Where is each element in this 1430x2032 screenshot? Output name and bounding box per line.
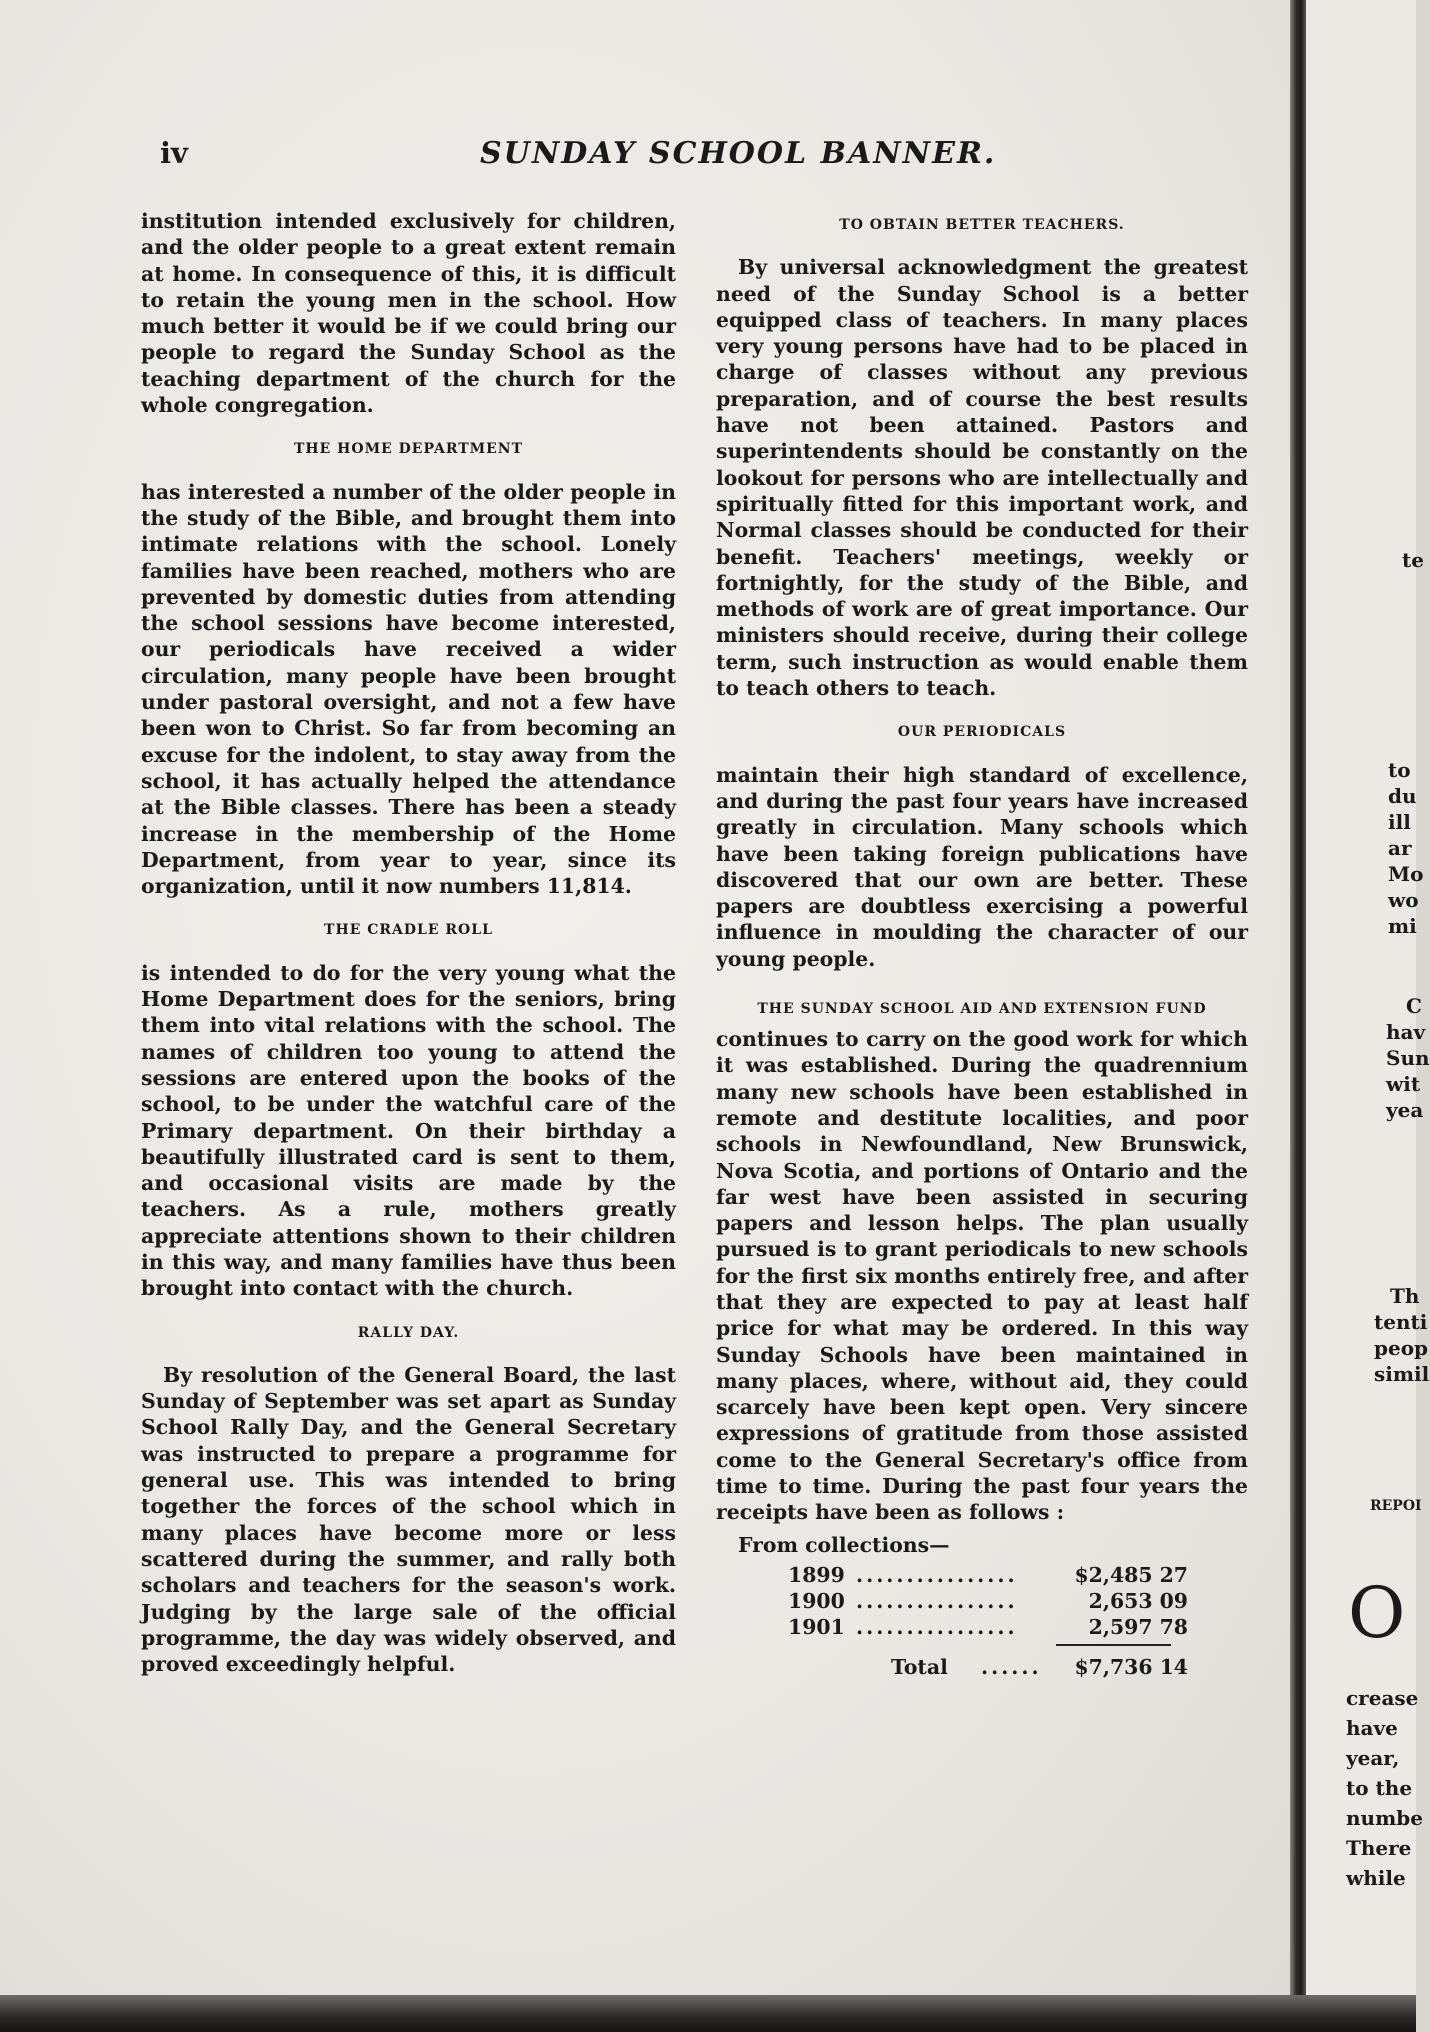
table-row bbox=[716, 1614, 1248, 1640]
receipts-table bbox=[716, 1562, 1248, 1684]
fragment: wo bbox=[1388, 888, 1419, 912]
table-row bbox=[716, 1562, 1248, 1588]
paragraph-better-teachers: By universal acknowledgment the greatest need of the Sunday School is a better equipped class of teachers. In many places very young persons have had to be placed in charge of classes without any previous preparation, and of course the best results have not been attained. Pastors and superintendents should be constantly on the lookout for persons who are intellectually and spiritually fitted for this important work, and Normal classes should be conducted for their benefit. Teachers' meetings, weekly or fortnightly, for the study of the Bible, and methods of work are of great importance. Our ministers should receive, during their college term, such instruction as would enable them to teach others to teach. bbox=[716, 255, 1248, 701]
heading-home-department: THE HOME DEPARTMENT bbox=[293, 441, 524, 458]
adjacent-page bbox=[1306, 0, 1430, 1995]
heading-rally-day: RALLY DAY. bbox=[357, 1324, 460, 1341]
paragraph-periodicals: maintain their high standard of excellence, and during the past four years have increased greatly in circulation. Many schools which have been taking foreign publications have discovered that our own are better. These papers are doubtless exercising a powerful influence in moulding the character of our young people. bbox=[716, 762, 1248, 971]
fragment: hav bbox=[1386, 1020, 1426, 1044]
fragment: Mo bbox=[1388, 862, 1424, 886]
fragment: C bbox=[1406, 994, 1422, 1018]
page-bottom-edge bbox=[0, 1995, 1416, 2032]
leader-dots: ................ bbox=[856, 1562, 1018, 1587]
paragraph-aid-extension-fund: continues to carry on the good work for which it was established. During the quadrennium many new schools have been established in remote and destitute localities, and poor schools in Newfoundland, New Brunswick, Nova Scotia, and portions of Ontario and the far west have been assisted in securing papers and lesson helps. The plan usually pursued is to grant periodicals to new schools for the first six months entirely free, and after that they are expected to pay at least half price for what may be ordered. In this way Sunday Schools have been maintained in many places, where, without aid, they could scarcely have been kept open. Very sincere expressions of gratitude from those assisted come to the General Secretary's office from time to time. During the past four years the receipts have been as follows : bbox=[716, 1027, 1248, 1525]
total-amount: $7,736 14 bbox=[1074, 1654, 1188, 1679]
fragment: simil bbox=[1374, 1362, 1430, 1386]
paragraph-cradle-roll: is intended to do for the very young what the Home Department does for the seniors, bring them into vital relations with the school. The names of children too young to attend the sessions are entered upon the books of the school, to be under the watchful care of the Primary department. On their birthday a beautifully illustrated card is sent to them, and occasional visits are made by the teachers. As a rule, mothers greatly appreciate attentions shown to their children in this way, and many families have thus been brought into contact with the church. bbox=[141, 960, 676, 1301]
total-label: Total bbox=[891, 1654, 948, 1679]
fragment: mi bbox=[1388, 914, 1417, 938]
fragment: Th bbox=[1390, 1284, 1420, 1308]
drop-cap-fragment: O bbox=[1348, 1572, 1406, 1654]
fragment: year, bbox=[1346, 1746, 1400, 1770]
fragment: to bbox=[1388, 758, 1411, 782]
fragment: wit bbox=[1386, 1072, 1421, 1096]
left-column bbox=[141, 208, 676, 1677]
fragment: ill bbox=[1388, 810, 1411, 834]
fragment: to the bbox=[1346, 1776, 1413, 1800]
receipt-year: 1899 bbox=[788, 1562, 845, 1587]
fragment: There bbox=[1346, 1836, 1412, 1860]
fragment: ar bbox=[1388, 836, 1412, 860]
sum-rule bbox=[1056, 1644, 1171, 1646]
heading-aid-extension-fund: THE SUNDAY SCHOOL AID AND EXTENSION FUND bbox=[757, 1001, 1207, 1018]
right-column bbox=[716, 208, 1248, 1684]
leader-dots: ...... bbox=[981, 1654, 1042, 1679]
paragraph-rally-day: By resolution of the General Board, the last Sunday of September was set apart as Sunday School Rally Day, and the General Secretary was instructed to prepare a programme for general use. This was intended to bring together the forces of the school which in many places have become more or less scattered during the summer, and rally both scholars and teachers for the season's work. Judging by the large sale of the official programme, the day was widely observed, and proved exceedingly helpful. bbox=[141, 1362, 676, 1677]
collections-label: From collections— bbox=[738, 1532, 950, 1557]
receipt-year: 1900 bbox=[788, 1588, 845, 1613]
binding-gutter bbox=[1290, 0, 1306, 2005]
page-header bbox=[160, 136, 1250, 176]
paragraph-home-department: has interested a number of the older people in the study of the Bible, and brought them into intimate relations with the school. Lonely families have been reached, mothers who are prevented by domestic duties from attending the school sessions have become interested, our periodicals have received a wider circulation, many people have been brought under pastoral oversight, and not a few have been won to Christ. So far from becoming an excuse for the indolent, to stay away from the school, it has actually helped the attendance at the Bible classes. There has been a steady increase in the membership of the Home Department, from year to year, since its organization, until it now numbers 11,814. bbox=[141, 479, 676, 899]
heading-better-teachers: TO OBTAIN BETTER TEACHERS. bbox=[839, 217, 1125, 233]
fragment: yea bbox=[1386, 1098, 1424, 1122]
fragment: peop bbox=[1374, 1336, 1429, 1360]
leader-dots: ................ bbox=[856, 1614, 1018, 1639]
fragment: while bbox=[1346, 1866, 1406, 1890]
paragraph-continuation: institution intended exclusively for children, and the older people to a great extent remain at home. In consequence of this, it is difficult to retain the young men in the school. How much better it would be if we could bring our people to regard the Sunday School as the teaching department of the church for the whole congregation. bbox=[141, 209, 676, 418]
receipt-amount: 2,597 78 bbox=[1088, 1614, 1188, 1639]
total-row bbox=[716, 1654, 1248, 1684]
receipt-amount: $2,485 27 bbox=[1074, 1562, 1188, 1587]
receipt-amount: 2,653 09 bbox=[1088, 1588, 1188, 1613]
fragment: crease bbox=[1346, 1686, 1419, 1710]
fragment: tenti bbox=[1374, 1310, 1428, 1334]
fragment: have bbox=[1346, 1716, 1398, 1740]
heading-periodicals: OUR PERIODICALS bbox=[897, 724, 1067, 741]
fragment: REPOI bbox=[1370, 1498, 1422, 1514]
page-number: iv bbox=[160, 136, 188, 170]
fragment: Sun bbox=[1386, 1046, 1430, 1070]
leader-dots: ................ bbox=[856, 1588, 1018, 1613]
fragment: te bbox=[1402, 548, 1424, 572]
fragment: du bbox=[1388, 784, 1417, 808]
running-title: SUNDAY SCHOOL BANNER. bbox=[480, 136, 997, 171]
table-row bbox=[716, 1588, 1248, 1614]
receipt-year: 1901 bbox=[788, 1614, 845, 1639]
fragment: numbe bbox=[1346, 1806, 1423, 1830]
heading-cradle-roll: THE CRADLE ROLL bbox=[324, 922, 493, 939]
